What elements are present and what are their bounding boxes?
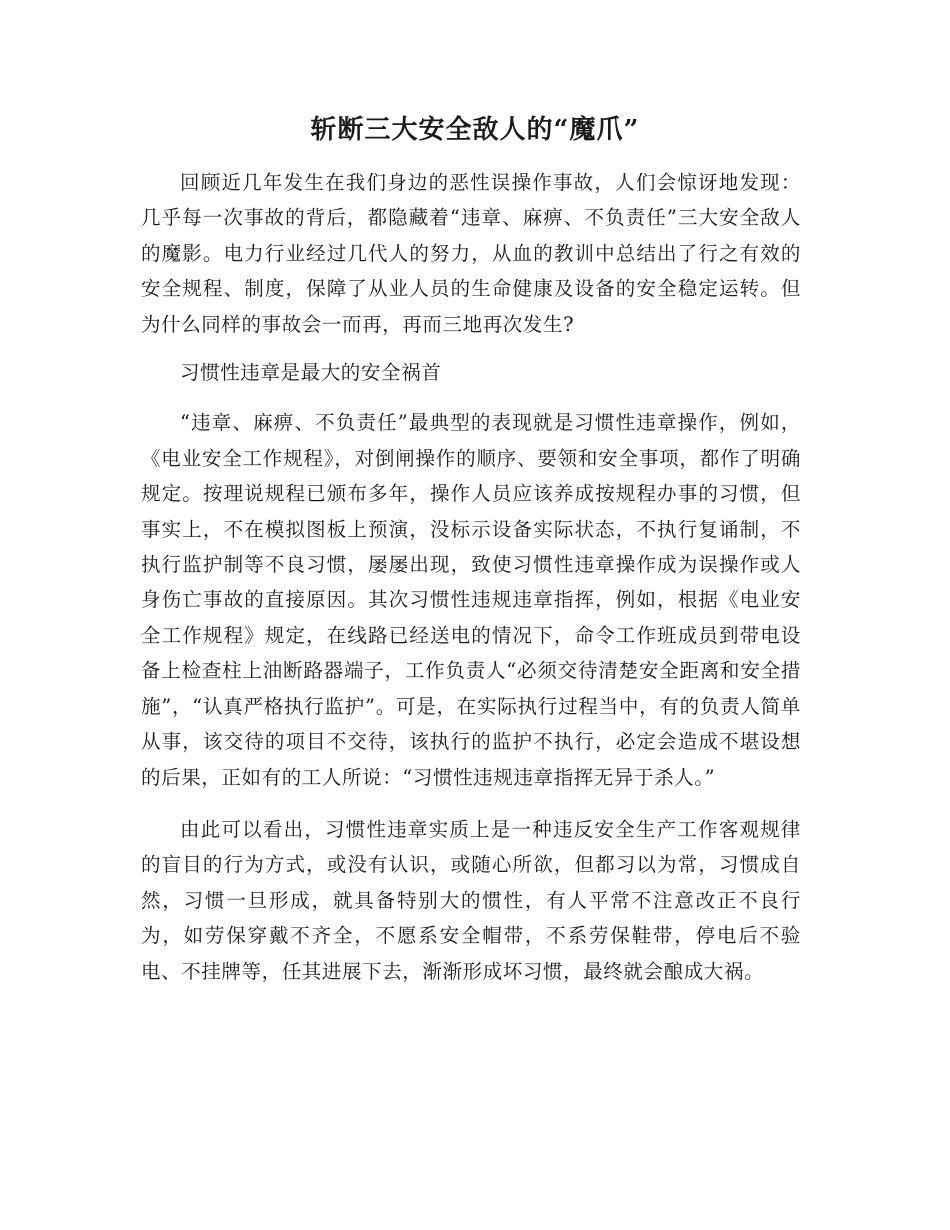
document-body [141, 165, 801, 989]
paragraph-conclusion: 由此可以看出，习惯性违章实质上是一种违反安全生产工作客观规律的盲目的行为方式，或没有认识，或随心所欲，但都习以为常，习惯成自然，习惯一旦形成，就具备特别大的惯性，有人平常不注意改正不良行为，如劳保穿戴不齐全，不愿系安全帽带，不系劳保鞋带，停电后不验电、不挂牌等，任其进展下去，渐渐形成坏习惯，最终就会酿成大祸。 [141, 817, 801, 983]
document-title: 斩断三大安全敌人的“魔爪” [310, 115, 640, 145]
paragraph-habitual-violation: “违章、麻痹、不负责任”最典型的表现就是习惯性违章操作，例如，《电业安全工作规程》，对倒闸操作的顺序、要领和安全事项，都作了明确规定。按理说规程已颁布多年，操作人员应该养成按规程办事的习惯，但事实上，不在模拟图板上预演，没标示设备实际状态，不执行复诵制，不执行监护制等不良习惯，屡屡出现，致使习惯性违章操作成为误操作或人身伤亡事故的直接原因。其次习惯性违规违章指挥，例如，根据《电业安全工作规程》规定，在线路已经送电的情况下，命令工作班成员到带电设备上检查柱上油断路器端子，工作负责人“必须交待清楚安全距离和安全措施”，“认真严格执行监护”。可是，在实际执行过程当中，有的负责人简单从事，该交待的项目不交待，该执行的监护不执行，必定会造成不堪设想的后果，正如有的工人所说：“习惯性违规违章指挥无异于杀人。” [141, 411, 801, 789]
paragraph-intro: 回顾近几年发生在我们身边的恶性误操作事故，人们会惊讶地发现：几乎每一次事故的背后，都隐藏着“违章、麻痹、不负责任”三大安全敌人的魔影。电力行业经过几代人的努力，从血的教训中总结出了行之有效的安全规程、制度，保障了从业人员的生命健康及设备的安全稳定运转。但为什么同样的事故会一而再，再而三地再次发生? [141, 171, 801, 336]
section-heading: 习惯性违章是最大的安全祸首 [180, 361, 442, 385]
